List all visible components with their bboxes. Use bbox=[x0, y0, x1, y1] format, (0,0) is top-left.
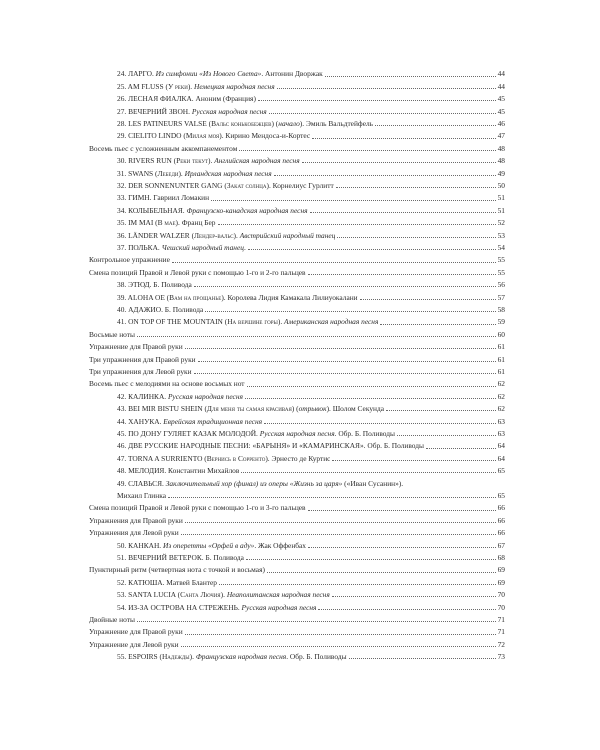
entry-title-part: На вершине горы bbox=[227, 317, 278, 327]
entry-title-part: 49. СЛАВЬСЯ. bbox=[117, 478, 166, 488]
toc-item bbox=[0, 103, 600, 115]
entry-title-part: Французская народная песня bbox=[195, 652, 287, 662]
toc-item bbox=[0, 289, 600, 301]
entry-title bbox=[89, 627, 183, 636]
entry-title-part: Упражнение для Правой руки bbox=[89, 627, 183, 637]
page-number: 62 bbox=[497, 391, 505, 401]
entry-title bbox=[117, 280, 192, 289]
dot-leader bbox=[241, 472, 495, 473]
page-number: 50 bbox=[497, 180, 505, 190]
entry-title-part: Три упражнения для Левой руки bbox=[89, 366, 192, 376]
entry-title-part: Упражнение для Правой руки bbox=[89, 342, 183, 352]
dot-leader bbox=[245, 398, 496, 399]
dot-leader bbox=[308, 510, 496, 511]
entry-title-part: 43. BEI MIR BISTU SHEIN ( bbox=[117, 404, 207, 414]
entry-title-part: 41. ON TOP OF THE MOUNTAIN ( bbox=[117, 317, 228, 327]
entry-title-part: 46. ДВЕ РУССКИЕ НАРОДНЫЕ ПЕСНИ: «БАРЫНЯ» И «КАМАРИНСКАЯ». Обр. Б. Поливоды bbox=[117, 441, 425, 451]
dot-leader bbox=[247, 386, 496, 387]
dot-leader bbox=[211, 200, 496, 201]
entry-title bbox=[117, 156, 300, 165]
entry-title-part: 47. TORNA A SURRIENTO ( bbox=[117, 453, 207, 463]
toc-section bbox=[0, 252, 600, 264]
page-number: 70 bbox=[497, 602, 505, 612]
entry-title-part: 31. SWANS ( bbox=[117, 168, 158, 178]
dot-leader bbox=[267, 572, 496, 573]
dot-leader bbox=[337, 237, 495, 238]
entry-title-part: Чешский народный танец bbox=[161, 242, 244, 252]
dot-leader bbox=[380, 324, 495, 325]
toc-item bbox=[0, 165, 600, 177]
entry-title bbox=[117, 218, 216, 227]
entry-title bbox=[89, 516, 183, 525]
entry-title-part: Русская народная песня bbox=[241, 602, 317, 612]
page-number: 61 bbox=[497, 354, 505, 364]
page-number: 57 bbox=[497, 292, 505, 302]
entry-title-part: ). bbox=[189, 652, 196, 662]
entry-title-part: 28. LES PATINEURS VALSE ( bbox=[117, 118, 212, 128]
entry-title-part: Смена позиций Правой и Левой руки с помощью 1-го и 2-го пальцев bbox=[89, 267, 306, 277]
toc-section bbox=[0, 264, 600, 276]
entry-title-part: 33. ГИМН. Гавриил Ломакин bbox=[117, 193, 210, 203]
entry-title-part: 54. ИЗ-ЗА ОСТРОВА НА СТРЕЖЕНЬ. bbox=[117, 602, 242, 612]
entry-title-part: 51. ВЕЧЕРНИЙ ВЕТЕРОК. Б. Поливода bbox=[117, 552, 244, 562]
entry-title-part: Французско-канадская народная песня bbox=[186, 205, 308, 215]
dot-leader bbox=[310, 212, 496, 213]
toc-item bbox=[0, 215, 600, 227]
entry-title-part: ) ( bbox=[271, 118, 279, 128]
toc-section bbox=[0, 326, 600, 338]
toc-item bbox=[0, 66, 600, 78]
toc-item bbox=[0, 128, 600, 140]
entry-title bbox=[117, 417, 262, 426]
page-number: 68 bbox=[497, 552, 505, 562]
entry-title-part: Смена позиций Правой и Левой руки с помощью 1-го и 3-го пальцев bbox=[89, 503, 306, 513]
dot-leader bbox=[137, 336, 496, 337]
entry-title-part: 52. КАТЮША. Матвей Блантер bbox=[117, 577, 217, 587]
entry-title-part: У реки bbox=[167, 81, 188, 91]
entry-title-part: 27. ВЕЧЕРНИЙ ЗВОН. bbox=[117, 106, 192, 116]
entry-title-part: Немецкая народная песня bbox=[193, 81, 275, 91]
entry-title bbox=[117, 541, 306, 550]
entry-title-part: 26. ЛЕСНАЯ ФИАЛКА. Аноним (Франция) bbox=[117, 94, 256, 104]
dot-leader bbox=[185, 522, 496, 523]
entry-title bbox=[117, 590, 330, 599]
entry-title bbox=[117, 94, 256, 103]
entry-title bbox=[117, 479, 403, 488]
dot-leader bbox=[325, 76, 496, 77]
entry-title-part: Надежды bbox=[161, 652, 190, 662]
toc-section bbox=[0, 612, 600, 624]
entry-title bbox=[117, 107, 267, 116]
page-number: 73 bbox=[497, 652, 505, 662]
entry-title-part: 38. ЭТЮД. Б. Поливода bbox=[117, 280, 192, 290]
toc-item bbox=[0, 302, 600, 314]
toc-item bbox=[0, 388, 600, 400]
entry-title-part: Из симфонии «Из Нового Света» bbox=[155, 69, 262, 79]
entry-title-part: Лендер-вальс bbox=[194, 230, 234, 240]
entry-title-part: Английская народная песня bbox=[214, 156, 300, 166]
toc-item bbox=[0, 550, 600, 562]
entry-title bbox=[117, 652, 347, 661]
toc-item bbox=[0, 426, 600, 438]
entry-title-part: . Обр. Б. Поливоды bbox=[334, 428, 395, 438]
toc-item bbox=[0, 78, 600, 90]
toc-section bbox=[0, 525, 600, 537]
entry-title-part: . Антонин Дворжак bbox=[261, 69, 323, 79]
toc-section bbox=[0, 339, 600, 351]
entry-title-part: ) ( bbox=[291, 404, 299, 414]
entry-title-part: ). Кирино Мендоса-и-Кортес bbox=[219, 131, 311, 141]
page-number: 47 bbox=[497, 131, 505, 141]
entry-title-part: отрывок bbox=[298, 404, 327, 414]
page-number: 59 bbox=[497, 317, 505, 327]
entry-title bbox=[117, 169, 272, 178]
toc-section bbox=[0, 140, 600, 152]
entry-title-part: Вернись в Сорренто bbox=[206, 453, 266, 463]
entry-title-part: Реки текут bbox=[176, 156, 209, 166]
entry-title bbox=[117, 553, 244, 562]
entry-title-part: Три упражнения для Правой руки bbox=[89, 354, 196, 364]
entry-title bbox=[117, 181, 334, 190]
entry-title-part: Упражнение для Левой руки bbox=[89, 639, 179, 649]
entry-title-part: 36. LÄNDER WALZER ( bbox=[117, 230, 195, 240]
dot-leader bbox=[246, 559, 496, 560]
toc-section bbox=[0, 500, 600, 512]
page-number: 62 bbox=[497, 379, 505, 389]
page-number: 58 bbox=[497, 304, 505, 314]
entry-title-part: Русская народная песня bbox=[191, 106, 267, 116]
entry-title bbox=[89, 565, 265, 574]
entry-title bbox=[117, 293, 358, 302]
page-number: 49 bbox=[497, 168, 505, 178]
entry-title bbox=[89, 355, 196, 364]
toc-item bbox=[0, 587, 600, 599]
entry-title bbox=[117, 119, 373, 128]
dot-leader bbox=[248, 249, 496, 250]
dot-leader bbox=[264, 423, 496, 424]
entry-title-part: ). Эмиль Вальдтейфель bbox=[299, 118, 374, 128]
entry-title-part: . Обр. Б. Поливоды bbox=[286, 652, 347, 662]
entry-title bbox=[89, 379, 245, 388]
dot-leader bbox=[219, 584, 496, 585]
page-number: 61 bbox=[497, 342, 505, 352]
entry-title-part: Михаил Глинка bbox=[117, 490, 166, 500]
dot-leader bbox=[258, 100, 496, 101]
entry-title bbox=[89, 330, 135, 339]
dot-leader bbox=[397, 435, 496, 436]
entry-title-part: Для меня ты самая красивая bbox=[206, 404, 292, 414]
entry-title-part: 42. КАЛИНКА. bbox=[117, 391, 169, 401]
entry-title-part: В мае bbox=[157, 218, 176, 228]
page-number: 66 bbox=[497, 528, 505, 538]
entry-title-part: Ирландская народная песня bbox=[184, 168, 272, 178]
page-number: 53 bbox=[497, 230, 505, 240]
toc-section bbox=[0, 562, 600, 574]
toc-item bbox=[0, 277, 600, 289]
entry-title-part: ). bbox=[187, 81, 194, 91]
entry-title-part: Лебеди bbox=[157, 168, 179, 178]
page-number: 45 bbox=[497, 106, 505, 116]
entry-title bbox=[117, 466, 239, 475]
toc-item bbox=[0, 450, 600, 462]
toc-item bbox=[0, 488, 600, 500]
entry-title bbox=[89, 342, 183, 351]
entry-title-part: начало bbox=[278, 118, 300, 128]
entry-title-part: 50. КАНКАН. bbox=[117, 540, 163, 550]
toc-section bbox=[0, 364, 600, 376]
entry-title-part: 53. SANTA LUCIA ( bbox=[117, 590, 181, 600]
entry-title-part: 30. RIVERS RUN ( bbox=[117, 156, 177, 166]
entry-title-part: Восемь пьес с мелодиями на основе восьмых нот bbox=[89, 379, 245, 389]
page-number: 45 bbox=[497, 94, 505, 104]
entry-title-part: Пунктирный ритм (четвертная нота с точкой и восьмая) bbox=[89, 565, 265, 575]
toc-section bbox=[0, 624, 600, 636]
page-number: 56 bbox=[497, 280, 505, 290]
toc-item bbox=[0, 401, 600, 413]
dot-leader bbox=[336, 187, 496, 188]
entry-title-part: ). bbox=[277, 317, 285, 327]
entry-title-part: 37. ПОЛЬКА. bbox=[117, 242, 162, 252]
entry-title bbox=[117, 69, 323, 78]
dot-leader bbox=[308, 274, 496, 275]
entry-title-part: ). Шолом Секунда bbox=[326, 404, 385, 414]
dot-leader bbox=[349, 658, 496, 659]
page-number: 46 bbox=[497, 118, 505, 128]
dot-leader bbox=[205, 311, 495, 312]
page-number: 71 bbox=[497, 627, 505, 637]
page-number: 54 bbox=[497, 242, 505, 252]
entry-title-part: 24. ЛАРГО. bbox=[117, 69, 156, 79]
page-number: 72 bbox=[497, 639, 505, 649]
page-number: 64 bbox=[497, 441, 505, 451]
page-number: 66 bbox=[497, 503, 505, 513]
dot-leader bbox=[308, 547, 496, 548]
toc-item bbox=[0, 202, 600, 214]
toc-item bbox=[0, 574, 600, 586]
entry-title bbox=[117, 82, 275, 91]
entry-title bbox=[117, 578, 217, 587]
dot-leader bbox=[274, 175, 496, 176]
entry-title-part: ). bbox=[233, 230, 240, 240]
page-number: 44 bbox=[497, 69, 505, 79]
entry-title-part: Закат солнца bbox=[226, 180, 267, 190]
entry-title bbox=[89, 367, 192, 376]
entry-title-part: ). Франц Бер bbox=[175, 218, 216, 228]
entry-title-part: («Иван Сусанин»). bbox=[342, 478, 404, 488]
entry-title-part: Заключительный хор (финал) из оперы «Жизнь за царя» bbox=[165, 478, 343, 488]
page-number: 65 bbox=[497, 490, 505, 500]
entry-title-part: Русская народная песня bbox=[168, 391, 243, 401]
entry-title-part: 55. ESPOIRS ( bbox=[117, 652, 162, 662]
page-number: 55 bbox=[497, 267, 505, 277]
entry-title-part: . bbox=[243, 242, 246, 252]
entry-title-part: Вальс конькобежцев bbox=[211, 118, 272, 128]
entry-title-part: 48. МЕЛОДИЯ. Константин Михайлов bbox=[117, 466, 240, 476]
entry-title-part: Милая моя bbox=[185, 131, 220, 141]
entry-title bbox=[117, 491, 166, 500]
dot-leader bbox=[168, 497, 496, 498]
entry-title bbox=[117, 404, 384, 413]
page-number: 61 bbox=[497, 366, 505, 376]
dot-leader bbox=[239, 150, 495, 151]
entry-title-part: 39. ALOHA OE ( bbox=[117, 292, 170, 302]
dot-leader bbox=[312, 138, 495, 139]
entry-title-part: Из оперетты «Орфей в аду» bbox=[163, 540, 255, 550]
entry-title-part: 32. DER SONNENUNTER GANG ( bbox=[117, 180, 227, 190]
entry-title bbox=[89, 640, 179, 649]
page-number: 62 bbox=[497, 404, 505, 414]
entry-title-part: Санта Лючия bbox=[180, 590, 221, 600]
toc-item bbox=[0, 240, 600, 252]
toc-item bbox=[0, 438, 600, 450]
page-number: 60 bbox=[497, 329, 505, 339]
entry-title bbox=[117, 392, 243, 401]
page-number: 64 bbox=[497, 453, 505, 463]
toc-item bbox=[0, 463, 600, 475]
page-number: 67 bbox=[497, 540, 505, 550]
toc-item bbox=[0, 190, 600, 202]
toc-item bbox=[0, 537, 600, 549]
entry-title bbox=[117, 131, 310, 140]
entry-title-part: Упражнения для Правой руки bbox=[89, 515, 183, 525]
entry-title-part: 34. КОЛЫБЕЛЬНАЯ. bbox=[117, 205, 187, 215]
page-number: 69 bbox=[497, 565, 505, 575]
toc-section bbox=[0, 512, 600, 524]
entry-title-part: ). Эрнесто де Куртис bbox=[265, 453, 331, 463]
dot-leader bbox=[137, 621, 496, 622]
entry-title bbox=[89, 503, 306, 512]
toc-item bbox=[0, 649, 600, 661]
page-number: 63 bbox=[497, 428, 505, 438]
dot-leader bbox=[302, 162, 496, 163]
entry-title-part: Восемь пьес с усложненным аккомпанементом bbox=[89, 143, 238, 153]
dot-leader bbox=[269, 113, 496, 114]
toc-item bbox=[0, 599, 600, 611]
toc-section bbox=[0, 351, 600, 363]
entry-title bbox=[89, 144, 237, 153]
entry-title-part: ). Королева Лидия Камакала Лилиуокалани bbox=[221, 292, 358, 302]
page-number: 70 bbox=[497, 590, 505, 600]
entry-title-part: ). bbox=[178, 168, 185, 178]
entry-title-part: 25. AM FLUSS ( bbox=[117, 81, 168, 91]
toc-item bbox=[0, 227, 600, 239]
toc-item bbox=[0, 314, 600, 326]
entry-title-part: Упражнения для Левой руки bbox=[89, 528, 179, 538]
entry-title bbox=[117, 231, 335, 240]
page-number: 69 bbox=[497, 577, 505, 587]
page-number: 66 bbox=[497, 515, 505, 525]
entry-title-part: ). bbox=[208, 156, 215, 166]
toc-item bbox=[0, 91, 600, 103]
toc-item bbox=[0, 153, 600, 165]
dot-leader bbox=[386, 410, 496, 411]
entry-title bbox=[117, 603, 316, 612]
entry-title bbox=[117, 206, 308, 215]
entry-title bbox=[117, 305, 203, 314]
page-number: 48 bbox=[497, 156, 505, 166]
dot-leader bbox=[332, 596, 496, 597]
toc-section bbox=[0, 636, 600, 648]
entry-title-part: 40. АДАЖИО. Б. Поливода bbox=[117, 304, 204, 314]
page-number: 65 bbox=[497, 466, 505, 476]
entry-title-part: Вам на прощанье bbox=[169, 292, 222, 302]
toc-item bbox=[0, 178, 600, 190]
entry-title-part: Неаполитанская народная песня bbox=[226, 590, 330, 600]
entry-title bbox=[89, 268, 306, 277]
entry-title bbox=[117, 243, 246, 252]
entry-title bbox=[117, 454, 330, 463]
entry-title bbox=[117, 429, 395, 438]
dot-leader bbox=[318, 609, 495, 610]
toc-item bbox=[0, 413, 600, 425]
dot-leader bbox=[185, 348, 496, 349]
dot-leader bbox=[185, 634, 496, 635]
toc-item bbox=[0, 116, 600, 128]
entry-title bbox=[89, 615, 135, 624]
dot-leader bbox=[194, 373, 496, 374]
page-number: 71 bbox=[497, 614, 505, 624]
entry-title-part: ). bbox=[220, 590, 227, 600]
entry-title bbox=[117, 193, 209, 202]
entry-title-part: 29. CIELITO LINDO ( bbox=[117, 131, 186, 141]
page-number: 55 bbox=[497, 255, 505, 265]
toc-section bbox=[0, 376, 600, 388]
page-number: 63 bbox=[497, 416, 505, 426]
entry-title-part: 44. ХАНУКА. bbox=[117, 416, 164, 426]
dot-leader bbox=[194, 286, 496, 287]
entry-title-part: Восьмые ноты bbox=[89, 329, 135, 339]
entry-title-part: . Жак Оффенбах bbox=[254, 540, 307, 550]
entry-title-part: Русская народная песня bbox=[259, 428, 335, 438]
page-number: 48 bbox=[497, 143, 505, 153]
entry-title-part: 45. ПО ДОНУ ГУЛЯЕТ КАЗАК МОЛОДОЙ. bbox=[117, 428, 260, 438]
entry-title bbox=[117, 317, 378, 326]
dot-leader bbox=[360, 299, 496, 300]
page-number: 51 bbox=[497, 193, 505, 203]
entry-title-part: 35. IM MAI ( bbox=[117, 218, 158, 228]
entry-title-part: ). Корнелиус Гурлитт bbox=[266, 180, 334, 190]
entry-title-part: Американская народная песня bbox=[284, 317, 379, 327]
entry-title-part: Контрольное упражнение bbox=[89, 255, 170, 265]
toc-item bbox=[0, 475, 600, 487]
entry-title-part: Двойные ноты bbox=[89, 614, 135, 624]
dot-leader bbox=[375, 125, 496, 126]
page-number: 44 bbox=[497, 81, 505, 91]
dot-leader bbox=[172, 262, 496, 263]
entry-title-part: Еврейская традиционная песня bbox=[163, 416, 263, 426]
dot-leader bbox=[218, 224, 496, 225]
dot-leader bbox=[332, 460, 495, 461]
dot-leader bbox=[181, 534, 496, 535]
entry-title-part: Австрийский народный танец bbox=[239, 230, 336, 240]
entry-title bbox=[117, 441, 424, 450]
dot-leader bbox=[181, 646, 496, 647]
entry-title bbox=[89, 255, 170, 264]
entry-title bbox=[89, 528, 179, 537]
dot-leader bbox=[277, 88, 496, 89]
page-number: 51 bbox=[497, 205, 505, 215]
page-number: 52 bbox=[497, 218, 505, 228]
dot-leader bbox=[426, 448, 496, 449]
dot-leader bbox=[198, 361, 496, 362]
